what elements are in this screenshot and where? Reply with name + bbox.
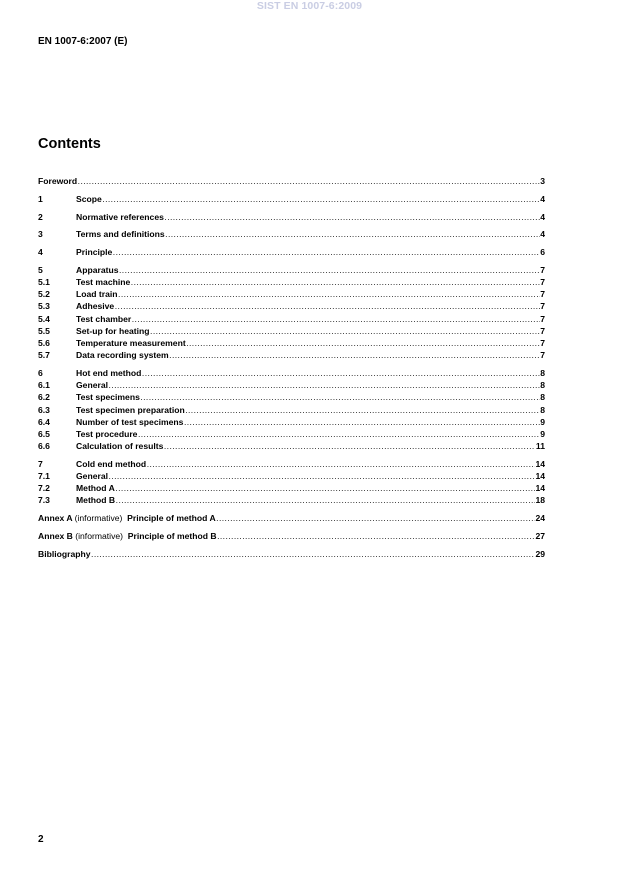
dot-leader (184, 416, 540, 428)
toc-entry-3[interactable] (38, 228, 545, 240)
toc-page: 11 (535, 441, 545, 452)
toc-entry-6-1[interactable] (38, 379, 545, 391)
dot-leader (131, 276, 540, 288)
toc-title: Apparatus (76, 264, 119, 275)
toc-number: 7.2 (38, 483, 50, 494)
toc-page: 4 (540, 211, 545, 222)
toc-page: 14 (535, 471, 545, 482)
dot-leader (102, 193, 539, 205)
toc-title: Test chamber (76, 313, 132, 324)
toc-entry-annex-a[interactable] (38, 512, 545, 524)
toc-title: Hot end method (76, 368, 142, 378)
toc-number: 5.5 (38, 325, 50, 336)
toc-entry-6-3[interactable] (38, 404, 545, 416)
toc-entry-5-7[interactable] (38, 349, 545, 361)
toc-entry-foreword[interactable] (38, 175, 545, 187)
toc-number: 5.6 (38, 338, 50, 349)
toc-page: 8 (540, 392, 545, 403)
contents-heading: Contents (38, 136, 101, 152)
toc-number: 7.3 (38, 495, 50, 506)
table-of-contents (38, 175, 545, 560)
dot-leader (164, 440, 536, 452)
annex-label: Annex A (38, 513, 73, 524)
toc-entry-7-1[interactable] (38, 470, 545, 482)
dot-leader (115, 482, 535, 494)
toc-entry-5-1[interactable] (38, 276, 545, 288)
toc-number: 4 (38, 247, 43, 258)
toc-page: 7 (540, 338, 545, 349)
dot-leader (164, 211, 539, 223)
toc-entry-5-6[interactable] (38, 337, 545, 349)
dot-leader (115, 300, 540, 312)
toc-title: Calculation of results (76, 441, 164, 452)
toc-title: Data recording system (76, 350, 169, 361)
dot-leader (217, 530, 535, 542)
toc-page: 14 (535, 458, 545, 469)
toc-title: General (76, 471, 109, 482)
toc-page: 27 (535, 531, 545, 542)
toc-number: 7.1 (38, 471, 50, 482)
toc-title: Test machine (76, 277, 131, 288)
toc-page: 18 (535, 495, 545, 506)
toc-entry-6-5[interactable] (38, 428, 545, 440)
dot-leader (138, 428, 540, 440)
toc-entry-5-2[interactable] (38, 288, 545, 300)
toc-page: 9 (540, 416, 545, 427)
toc-title: Terms and definitions (76, 229, 165, 240)
page-number: 2 (38, 834, 44, 845)
toc-title: Normative references (76, 211, 164, 222)
toc-title (38, 512, 216, 524)
toc-entry-4[interactable] (38, 246, 545, 258)
toc-page: 7 (540, 313, 545, 324)
toc-number: 5 (38, 264, 43, 275)
toc-number: 6.1 (38, 380, 50, 391)
dot-leader (150, 325, 540, 337)
toc-number: 6.6 (38, 441, 50, 452)
toc-entry-5-4[interactable] (38, 313, 545, 325)
annex-title: Principle of method B (127, 531, 217, 542)
toc-page: 8 (540, 368, 545, 378)
dot-leader (116, 494, 535, 506)
document-id: EN 1007-6:2007 (E) (38, 36, 128, 47)
toc-number: 6.4 (38, 416, 50, 427)
dot-leader (132, 313, 540, 325)
toc-entry-annex-b[interactable] (38, 530, 545, 542)
dot-leader (185, 404, 539, 416)
dot-leader (142, 367, 540, 379)
dot-leader (109, 470, 535, 482)
toc-entry-7-2[interactable] (38, 482, 545, 494)
toc-title: Method B (76, 495, 116, 506)
toc-page: 8 (540, 380, 545, 391)
toc-entry-1[interactable] (38, 193, 545, 205)
dot-leader (169, 349, 540, 361)
annex-qualifier: (informative) (74, 513, 123, 524)
toc-page: 29 (535, 548, 545, 559)
toc-entry-5-3[interactable] (38, 300, 545, 312)
toc-page: 7 (540, 277, 545, 288)
toc-title: Scope (76, 193, 102, 204)
toc-entry-7-3[interactable] (38, 494, 545, 506)
toc-page: 4 (540, 229, 545, 240)
dot-leader (216, 512, 535, 524)
dot-leader (113, 246, 540, 258)
toc-entry-6[interactable] (38, 367, 545, 379)
toc-number: 6 (38, 368, 43, 378)
toc-number: 6.3 (38, 404, 50, 415)
toc-title: Number of test specimens (76, 416, 184, 427)
toc-page: 8 (540, 404, 545, 415)
toc-number: 6.2 (38, 392, 50, 403)
toc-title: Principle (76, 247, 113, 258)
toc-number: 5.4 (38, 313, 50, 324)
toc-number: 7 (38, 458, 43, 469)
toc-page: 14 (535, 483, 545, 494)
dot-leader (165, 228, 540, 240)
toc-title: Cold end method (76, 458, 147, 469)
watermark: SIST EN 1007-6:2009 (256, 0, 363, 12)
toc-number: 6.5 (38, 428, 50, 439)
dot-leader (140, 391, 539, 403)
dot-leader (119, 264, 540, 276)
toc-title: Set-up for heating (76, 325, 150, 336)
toc-page: 7 (540, 264, 545, 275)
toc-number: 5.2 (38, 289, 50, 300)
toc-entry-6-6[interactable] (38, 440, 545, 452)
toc-title: Load train (76, 289, 118, 300)
toc-entry-6-4[interactable] (38, 416, 545, 428)
toc-entry-5[interactable] (38, 264, 545, 276)
toc-number: 3 (38, 229, 43, 240)
dot-leader (118, 288, 540, 300)
toc-title: General (76, 380, 109, 391)
toc-title: Method A (76, 483, 115, 494)
toc-page: 3 (540, 176, 545, 186)
toc-number: 2 (38, 211, 43, 222)
toc-number: 5.3 (38, 301, 50, 312)
dot-leader (186, 337, 540, 349)
toc-page: 7 (540, 289, 545, 300)
toc-title: Test specimens (76, 392, 140, 403)
toc-title (38, 530, 217, 542)
toc-page: 6 (540, 247, 545, 258)
toc-title: Adhesive (76, 301, 115, 312)
toc-title: Test procedure (76, 428, 138, 439)
toc-title: Temperature measurement (76, 338, 186, 349)
toc-number: 1 (38, 193, 43, 204)
annex-qualifier: (informative) (75, 531, 124, 542)
toc-entry-5-5[interactable] (38, 325, 545, 337)
toc-title: Foreword (38, 176, 78, 186)
toc-page: 4 (540, 193, 545, 204)
dot-leader (147, 458, 535, 470)
toc-page: 7 (540, 350, 545, 361)
toc-entry-bibliography[interactable] (38, 548, 545, 560)
toc-entry-7[interactable] (38, 458, 545, 470)
toc-title: Test specimen preparation (76, 404, 185, 415)
annex-title: Principle of method A (127, 513, 216, 524)
dot-leader (78, 175, 540, 187)
toc-page: 24 (535, 513, 545, 524)
dot-leader (109, 379, 540, 391)
toc-page: 7 (540, 301, 545, 312)
toc-number: 5.1 (38, 277, 50, 288)
annex-label: Annex B (38, 531, 73, 542)
dot-leader (91, 548, 535, 560)
toc-page: 9 (540, 428, 545, 439)
toc-entry-6-2[interactable] (38, 391, 545, 403)
toc-number: 5.7 (38, 350, 50, 361)
toc-page: 7 (540, 325, 545, 336)
toc-entry-2[interactable] (38, 211, 545, 223)
toc-title: Bibliography (38, 548, 91, 559)
